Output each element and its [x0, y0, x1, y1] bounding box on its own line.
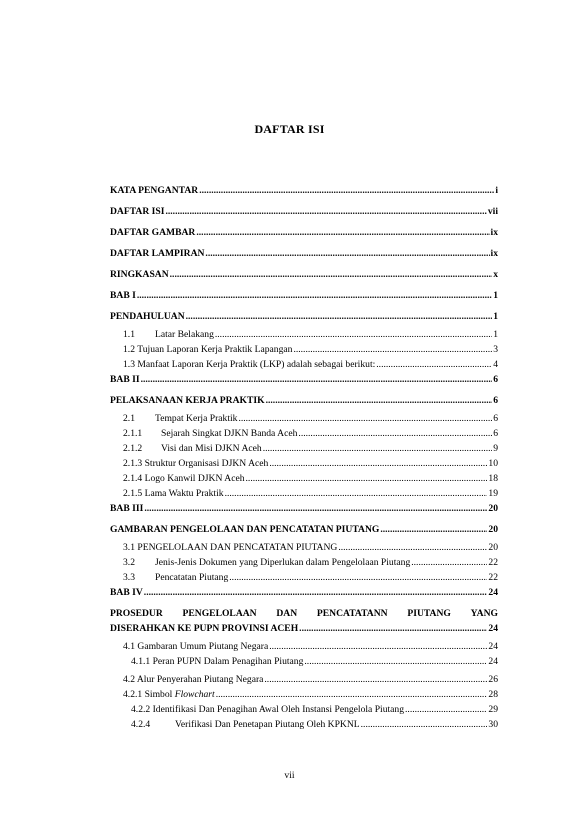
- toc-entry-1-1[interactable]: 1.1 Latar Belakang ..... 1: [110, 327, 498, 342]
- table-of-contents: [110, 183, 498, 732]
- toc-entry-prosedur-line1[interactable]: [110, 606, 498, 621]
- toc-entry-2-1[interactable]: 2.1 Tempat Kerja Praktik ..... 6: [110, 411, 498, 426]
- toc-entry-pelaksanaan[interactable]: PELAKSANAAN KERJA PRAKTIK ..... 6: [110, 393, 498, 408]
- toc-entry-kata-pengantar[interactable]: KATA PENGANTAR ..... i: [110, 183, 498, 198]
- justified-word: PIUTANG: [407, 608, 451, 619]
- toc-entry-daftar-lampiran[interactable]: DAFTAR LAMPIRAN ..... ix: [110, 246, 498, 261]
- toc-entry-2-1-3[interactable]: 2.1.3 Struktur Organisasi DJKN Aceh ..... 10: [110, 456, 498, 471]
- toc-entry-4-2[interactable]: 4.2 Alur Penyerahan Piutang Negara ..... 26: [110, 672, 498, 687]
- toc-entry-4-2-2[interactable]: 4.2.2 Identifikasi Dan Penagihan Awal Oleh Instansi Pengelola Piutang ..... 29: [110, 702, 498, 717]
- toc-entry-bab-1[interactable]: BAB I ..... 1: [110, 288, 498, 303]
- toc-entry-2-1-5[interactable]: 2.1.5 Lama Waktu Praktik ..... 19: [110, 486, 498, 501]
- toc-entry-3-2[interactable]: 3.2 Jenis-Jenis Dokumen yang Diperlukan dalam Pengelolaan Piutang ..... 22: [110, 555, 498, 570]
- toc-entry-4-2-1[interactable]: 4.2.1 Simbol Flowchart ..... 28: [110, 687, 498, 702]
- toc-entry-bab-2[interactable]: BAB II ..... 6: [110, 372, 498, 387]
- toc-entry-2-1-2[interactable]: 2.1.2 Visi dan Misi DJKN Aceh ..... 9: [110, 441, 498, 456]
- toc-entry-1-2[interactable]: 1.2 Tujuan Laporan Kerja Praktik Lapangan ..... 3: [110, 342, 498, 357]
- justified-word: PENGELOLAAN: [182, 608, 257, 619]
- toc-entry-prosedur[interactable]: DISERAHKAN KE PUPN PROVINSI ACEH ..... 24: [110, 621, 498, 636]
- toc-entry-bab-4[interactable]: BAB IV ..... 24: [110, 585, 498, 600]
- toc-entry-bab-3[interactable]: BAB III ..... 20: [110, 501, 498, 516]
- toc-entry-ringkasan[interactable]: RINGKASAN ..... x: [110, 267, 498, 282]
- toc-entry-daftar-gambar[interactable]: DAFTAR GAMBAR ..... ix: [110, 225, 498, 240]
- toc-entry-4-2-4[interactable]: 4.2.4 Verifikasi Dan Penetapan Piutang Oleh KPKNL ..... 30: [110, 717, 498, 732]
- toc-entry-3-1[interactable]: 3.1 PENGELOLAAN DAN PENCATATAN PIUTANG ..... 20: [110, 540, 498, 555]
- toc-entry-2-1-1[interactable]: 2.1.1 Sejarah Singkat DJKN Banda Aceh ..... 6: [110, 426, 498, 441]
- justified-word: YANG: [470, 608, 498, 619]
- toc-entry-3-3[interactable]: 3.3 Pencatatan Piutang ..... 22: [110, 570, 498, 585]
- toc-entry-pendahuluan[interactable]: PENDAHULUAN ..... 1: [110, 309, 498, 324]
- justified-word: PENCATATANN: [316, 608, 388, 619]
- justified-word: PROSEDUR: [110, 608, 163, 619]
- toc-entry-daftar-isi[interactable]: DAFTAR ISI ..... vii: [110, 204, 498, 219]
- toc-entry-gambaran[interactable]: GAMBARAN PENGELOLAAN DAN PENCATATAN PIUTANG ..... 20: [110, 522, 498, 537]
- toc-entry-2-1-4[interactable]: 2.1.4 Logo Kanwil DJKN Aceh ..... 18: [110, 471, 498, 486]
- toc-entry-1-3[interactable]: 1.3 Manfaat Laporan Kerja Praktik (LKP) adalah sebagai berikut: ..... 4: [110, 357, 498, 372]
- page-number: vii: [284, 770, 295, 781]
- justified-word: DAN: [276, 608, 298, 619]
- toc-entry-4-1[interactable]: 4.1 Gambaran Umum Piutang Negara ..... 24: [110, 639, 498, 654]
- page-title: DAFTAR ISI: [254, 122, 325, 136]
- toc-entry-4-1-1[interactable]: 4.1.1 Peran PUPN Dalam Penagihan Piutang ..... 24: [110, 654, 498, 669]
